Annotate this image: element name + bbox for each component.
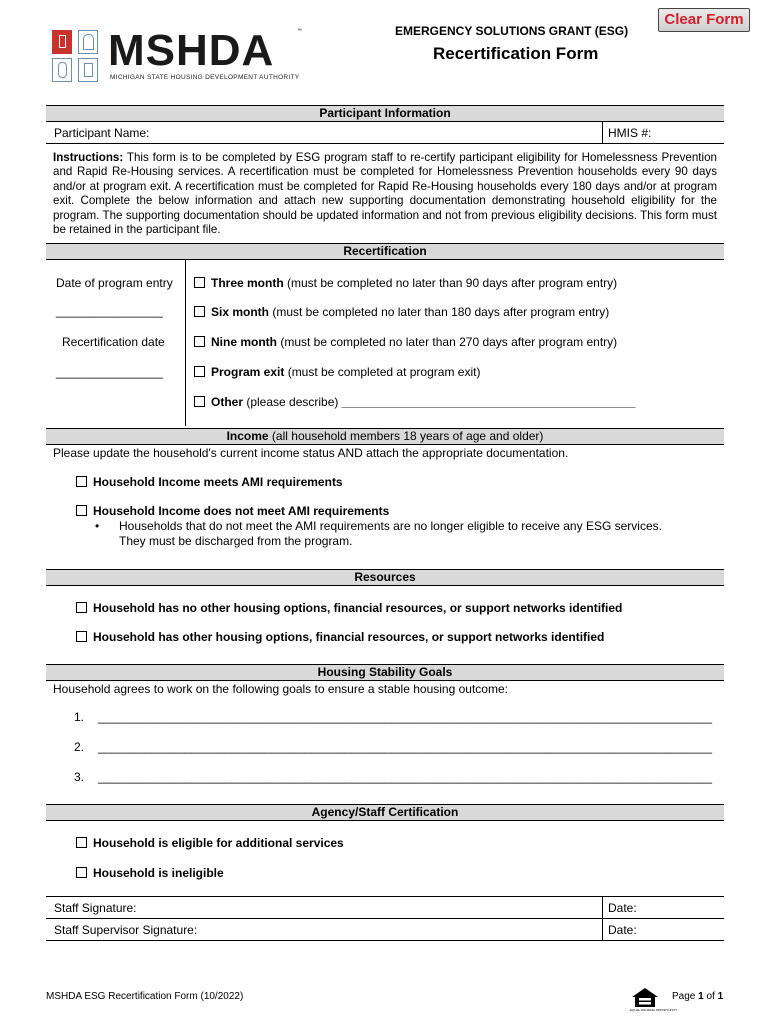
program-exit-checkbox[interactable] [194,366,205,377]
clear-form-button[interactable]: Clear Form [658,8,750,32]
section-participant-information: Participant Information [46,105,724,122]
option-other: Other (please describe) ____________________________________________ [194,395,635,409]
staff-signature-field[interactable] [145,899,550,917]
nine-month-checkbox[interactable] [194,336,205,347]
ineligible-checkbox[interactable] [76,867,87,878]
eho-caption: EQUAL HOUSING OPPORTUNITY [630,1008,678,1012]
section-resources: Resources [46,569,724,586]
goal-item: 2. ____________________________________________________________________________________________ [74,740,712,754]
three-month-checkbox[interactable] [194,277,205,288]
eligible-checkbox[interactable] [76,837,87,848]
six-month-checkbox[interactable] [194,306,205,317]
staff-signature-label: Staff Signature: [54,901,137,915]
logo-tile-tower-icon [52,58,72,82]
recertification-date-label: Recertification date [62,335,165,349]
income-meets-ami-checkbox[interactable] [76,476,87,487]
option-three-month: Three month (must be completed no later than 90 days after program entry) [194,276,617,290]
section-recertification: Recertification [46,243,724,260]
resources-other-checkbox[interactable] [76,631,87,642]
resources-other: Household has other housing options, financial resources, or support networks identified [76,630,604,644]
goal-item: 1. ____________________________________________________________________________________________ [74,710,712,724]
staff-date-field[interactable] [600,899,720,917]
logo-subtitle: MICHIGAN STATE HOUSING DEVELOPMENT AUTHORITY [110,74,300,81]
goal-2-field[interactable]: ____________________________________________________________________________________________ [98,740,712,754]
section-housing-stability-goals: Housing Stability Goals [46,664,724,681]
form-title: Recertification Form [433,44,599,63]
page-indicator: Page 1 of 1 [672,991,724,1002]
income-note-line1: Households that do not meet the AMI requirements are no longer eligible to receive any ESG services. [119,519,662,533]
income-meets-ami: Household Income meets AMI requirements [76,475,343,489]
household-ineligible: Household is ineligible [76,866,224,880]
supervisor-signature-label: Staff Supervisor Signature: [54,923,198,937]
resources-none: Household has no other housing options, financial resources, or support networks identified [76,601,622,615]
income-not-meet-ami-checkbox[interactable] [76,505,87,516]
mshda-logo: MSHDA ™ MICHIGAN STATE HOUSING DEVELOPMENT AUTHORITY [52,26,308,86]
hmis-label: HMIS #: [608,126,652,140]
hmis-field[interactable] [610,124,720,142]
goal-3-field[interactable]: ____________________________________________________________________________________________ [98,770,712,784]
form-id: MSHDA ESG Recertification Form (10/2022) [46,991,244,1002]
goal-1-field[interactable]: ____________________________________________________________________________________________ [98,710,712,724]
logo-tile-window-icon [78,58,98,82]
supervisor-date-field[interactable] [600,921,720,939]
supervisor-date-label: Date: [608,923,637,937]
logo-tile-building-icon [78,30,98,54]
option-six-month: Six month (must be completed no later than 180 days after program entry) [194,305,609,319]
equal-housing-opportunity-icon [630,987,678,1013]
participant-name-field[interactable] [110,124,550,142]
instructions: Instructions: This form is to be completed by ESG program staff to re-certify participant eligibility for Homelessness Prevention and Rapid Re-Housing services. A recertification must be completed for Homelessness Prevention households every 90 days and/or at program exit. A recertification must be completed for Rapid Re-Housing households every 180 days and/or at program exit. Complete the below information and attach new supporting documentation demonstrating household eligibility for the program. The supporting documentation should be updated information and not from previous eligibility decisions. This form must be retained in the participant file. [53,151,717,237]
option-program-exit: Program exit (must be completed at program exit) [194,365,480,379]
income-not-meet-ami: Household Income does not meet AMI requirements [76,504,389,518]
program-name: EMERGENCY SOLUTIONS GRANT (ESG) [395,24,629,38]
participant-name-label: Participant Name: [54,126,150,140]
option-nine-month: Nine month (must be completed no later than 270 days after program entry) [194,335,617,349]
section-income: Income (all household members 18 years of age and older) [46,428,724,445]
staff-date-label: Date: [608,901,637,915]
goal-item: 3. ____________________________________________________________________________________________ [74,770,712,784]
income-note-line2: They must be discharged from the program. [119,534,353,548]
recertification-date-field[interactable]: ________________ [56,365,163,379]
program-entry-label: Date of program entry [56,276,173,290]
logo-wordmark: MSHDA [108,26,275,75]
supervisor-signature-field[interactable] [210,921,550,939]
program-entry-date-field[interactable]: ________________ [56,304,163,318]
goals-intro: Household agrees to work on the following goals to ensure a stable housing outcome: [53,682,508,696]
income-intro: Please update the household's current income status AND attach the appropriate documentation. [53,446,569,460]
bullet-icon: • [95,519,100,533]
other-checkbox[interactable] [194,396,205,407]
section-agency-staff-certification: Agency/Staff Certification [46,804,724,821]
resources-none-checkbox[interactable] [76,602,87,613]
logo-tile-door-icon [52,30,72,54]
eligible-additional-services: Household is eligible for additional services [76,836,344,850]
other-describe-field[interactable]: ____________________________________________ [341,395,636,409]
